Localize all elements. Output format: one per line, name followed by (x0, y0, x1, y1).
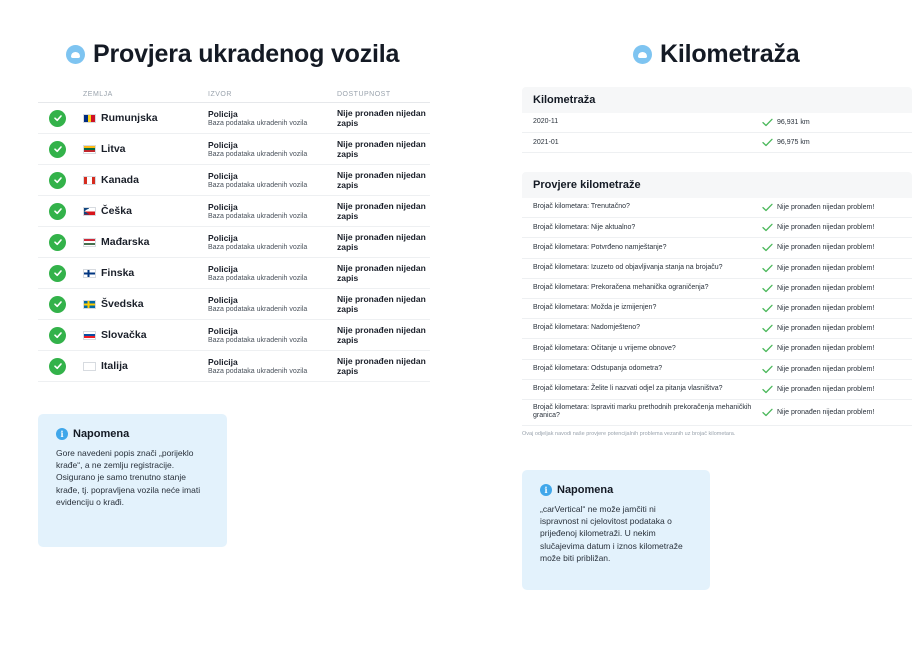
check-label: Brojač kilometara: Želite li nazvati odjel za pitanja vlasništva? (533, 385, 723, 393)
check-label: Brojač kilometara: Možda je izmijenjen? (533, 304, 657, 312)
check-label: Brojač kilometara: Prekoračena mehanička ograničenja? (533, 284, 709, 292)
mileage-value: 96,931 km (777, 119, 810, 127)
stolen-check-title-text: Provjera ukradenog vozila (93, 40, 400, 68)
flag-ca-icon (83, 176, 96, 185)
country-name: Slovačka (101, 329, 147, 341)
check-circle-icon (49, 327, 66, 344)
table-row (38, 165, 430, 196)
source-sub: Baza podataka ukradenih vozila (208, 181, 308, 189)
check-result: Nije pronađen nijedan problem! (777, 204, 875, 212)
check-circle-icon (49, 234, 66, 251)
source-cell (208, 326, 337, 345)
source-main: Policija (208, 170, 238, 181)
check-result: Nije pronađen nijedan problem! (777, 345, 875, 353)
check-circle-icon (49, 203, 66, 220)
country-cell (83, 267, 208, 279)
checkmark-icon (762, 304, 773, 313)
mileage-date: 2020-11 (533, 118, 559, 126)
source-cell (208, 109, 337, 128)
flag-sk-icon (83, 331, 96, 340)
check-result-cell (762, 243, 874, 252)
check-circle-icon (49, 141, 66, 158)
source-main: Policija (208, 108, 238, 119)
table-row (38, 227, 430, 258)
checkmark-icon (762, 264, 773, 273)
note-text: „carVertical“ ne može jamčiti ni ispravnost ni cjelovitost podataka o prijeđenoj kilometraži. U nekim slučajevima datum i iznos kilometraže može biti približan. (540, 504, 683, 563)
check-row (522, 238, 912, 258)
checkmark-icon (762, 243, 773, 252)
table-row (38, 196, 430, 227)
check-result: Nije pronađen nijedan problem! (777, 224, 875, 232)
source-sub: Baza podataka ukradenih vozila (208, 119, 308, 127)
check-label: Brojač kilometara: Potvrđeno namještanje? (533, 243, 667, 251)
source-main: Policija (208, 139, 238, 150)
country-name: Litva (101, 143, 126, 155)
source-sub: Baza podataka ukradenih vozila (208, 336, 308, 344)
country-cell (83, 298, 208, 310)
check-result: Nije pronađen nijedan problem! (777, 244, 875, 252)
check-label: Brojač kilometara: Nadomješteno? (533, 324, 640, 332)
check-row (522, 339, 912, 359)
availability-cell: Nije pronađen nijedan zapis (337, 139, 426, 159)
source-main: Policija (208, 325, 238, 336)
availability-cell: Nije pronađen nijedan zapis (337, 263, 426, 283)
check-result: Nije pronađen nijedan problem! (777, 385, 875, 393)
check-row (522, 400, 912, 426)
mileage-row (522, 113, 912, 133)
checkmark-icon (762, 344, 773, 353)
check-result-cell (762, 223, 874, 232)
flag-lt-icon (83, 145, 96, 154)
check-row (522, 259, 912, 279)
check-result-cell (762, 385, 874, 394)
mileage-note (522, 470, 710, 590)
source-main: Policija (208, 263, 238, 274)
car-icon (66, 45, 85, 64)
flag-hu-icon (83, 238, 96, 247)
availability-cell: Nije pronađen nijedan zapis (337, 356, 426, 376)
mileage-body (522, 113, 912, 153)
info-icon: i (56, 428, 68, 440)
checkmark-icon (762, 385, 773, 394)
table-row (38, 289, 430, 320)
country-cell (83, 236, 208, 248)
check-result-cell (762, 203, 874, 212)
availability-cell: Nije pronađen nijedan zapis (337, 170, 426, 190)
check-circle-icon (49, 358, 66, 375)
check-row (522, 218, 912, 238)
source-sub: Baza podataka ukradenih vozila (208, 274, 308, 282)
check-row (522, 299, 912, 319)
check-row (522, 360, 912, 380)
country-cell (83, 329, 208, 341)
country-name: Švedska (101, 298, 144, 310)
availability-cell: Nije pronađen nijedan zapis (337, 294, 426, 314)
source-sub: Baza podataka ukradenih vozila (208, 150, 308, 158)
info-icon: i (540, 484, 552, 496)
check-row (522, 380, 912, 400)
table-row (38, 351, 430, 382)
check-label: Brojač kilometara: Trenutačno? (533, 203, 630, 211)
check-circle-icon (49, 172, 66, 189)
mileage-table (522, 87, 912, 153)
checkmark-icon (762, 138, 773, 147)
check-result-cell (762, 408, 874, 417)
checkmark-icon (762, 118, 773, 127)
table-row (38, 258, 430, 289)
check-result-cell (762, 324, 874, 333)
source-main: Policija (208, 294, 238, 305)
country-name: Češka (101, 205, 132, 217)
check-row (522, 198, 912, 218)
source-cell (208, 140, 337, 159)
availability-cell: Nije pronađen nijedan zapis (337, 325, 426, 345)
mileage-value-cell (762, 138, 810, 147)
table-row (38, 134, 430, 165)
header-country: ZEMLJA (83, 91, 113, 98)
check-result-cell (762, 344, 874, 353)
country-cell (83, 143, 208, 155)
checks-body (522, 198, 912, 426)
country-cell (83, 112, 208, 124)
table-body (38, 103, 430, 382)
source-cell (208, 233, 337, 252)
check-label: Brojač kilometara: Izuzeto od objavljivanja stanja na brojaču? (533, 263, 723, 271)
source-cell (208, 264, 337, 283)
check-circle-icon (49, 110, 66, 127)
checks-footnote: Ovaj odjeljak navodi naše provjere potencijalnih problema vezanih uz brojač kilometara. (522, 431, 736, 437)
check-result: Nije pronađen nijedan problem! (777, 365, 875, 373)
note-title (56, 428, 209, 440)
flag-cz-icon (83, 207, 96, 216)
country-cell (83, 360, 208, 372)
check-label: Brojač kilometara: Ispraviti marku prethodnih prekoračenja mehaničkih granica? (533, 403, 752, 420)
check-result-cell (762, 365, 874, 374)
flag-fi-icon (83, 269, 96, 278)
header-availability: DOSTUPNOST (337, 91, 391, 98)
source-sub: Baza podataka ukradenih vozila (208, 243, 308, 251)
table-header (38, 89, 430, 103)
check-row (522, 279, 912, 299)
note-title-text: Napomena (73, 428, 130, 440)
source-sub: Baza podataka ukradenih vozila (208, 367, 308, 375)
mileage-value: 96,975 km (777, 139, 810, 147)
checkmark-icon (762, 284, 773, 293)
stolen-check-table (38, 89, 430, 382)
checkmark-icon (762, 324, 773, 333)
check-result-cell (762, 284, 874, 293)
check-result: Nije pronađen nijedan problem! (777, 408, 875, 416)
checkmark-icon (762, 203, 773, 212)
checks-header: Provjere kilometraže (522, 172, 912, 198)
header-source: IZVOR (208, 91, 232, 98)
check-label: Brojač kilometara: Očitanje u vrijeme obnove? (533, 344, 676, 352)
source-sub: Baza podataka ukradenih vozila (208, 305, 308, 313)
check-circle-icon (49, 296, 66, 313)
checkmark-icon (762, 223, 773, 232)
mileage-date: 2021-01 (533, 138, 559, 146)
flag-it-icon (83, 362, 96, 371)
mileage-title (633, 40, 800, 69)
source-cell (208, 202, 337, 221)
country-name: Mađarska (101, 236, 150, 248)
country-name: Rumunjska (101, 112, 158, 124)
country-name: Finska (101, 267, 135, 279)
availability-cell: Nije pronađen nijedan zapis (337, 232, 426, 252)
availability-cell: Nije pronađen nijedan zapis (337, 108, 426, 128)
note-title-text: Napomena (557, 484, 614, 496)
check-row (522, 319, 912, 339)
table-row (38, 103, 430, 134)
checkmark-icon (762, 365, 773, 374)
stolen-check-title (66, 40, 399, 69)
checkmark-icon (762, 408, 773, 417)
mileage-value-cell (762, 118, 810, 127)
country-name: Italija (101, 360, 128, 372)
source-sub: Baza podataka ukradenih vozila (208, 212, 308, 220)
source-main: Policija (208, 356, 238, 367)
source-cell (208, 357, 337, 376)
mileage-header: Kilometraža (522, 87, 912, 113)
country-cell (83, 205, 208, 217)
flag-se-icon (83, 300, 96, 309)
check-result-cell (762, 304, 874, 313)
check-result: Nije pronađen nijedan problem! (777, 305, 875, 313)
flag-ro-icon (83, 114, 96, 123)
availability-cell: Nije pronađen nijedan zapis (337, 201, 426, 221)
check-label: Brojač kilometara: Odstupanja odometra? (533, 364, 663, 372)
country-name: Kanada (101, 174, 139, 186)
source-cell (208, 295, 337, 314)
car-icon (633, 45, 652, 64)
country-cell (83, 174, 208, 186)
mileage-row (522, 133, 912, 153)
stolen-note (38, 414, 227, 547)
check-circle-icon (49, 265, 66, 282)
table-row (38, 320, 430, 351)
source-main: Policija (208, 201, 238, 212)
check-result: Nije pronađen nijedan problem! (777, 284, 875, 292)
check-result: Nije pronađen nijedan problem! (777, 264, 875, 272)
check-label: Brojač kilometara: Nije aktualno? (533, 223, 636, 231)
check-result-cell (762, 264, 874, 273)
source-main: Policija (208, 232, 238, 243)
check-result: Nije pronađen nijedan problem! (777, 325, 875, 333)
note-text: Gore navedeni popis znači „porijeklo krađe“, a ne zemlju registracije. Osigurano je samo trenutno stanje krađe, tj. popravljena vozila neće imati evidenciju o krađi. (56, 448, 201, 507)
source-cell (208, 171, 337, 190)
mileage-checks-table (522, 172, 912, 426)
mileage-title-text: Kilometraža (660, 40, 800, 68)
note-title (540, 484, 692, 496)
